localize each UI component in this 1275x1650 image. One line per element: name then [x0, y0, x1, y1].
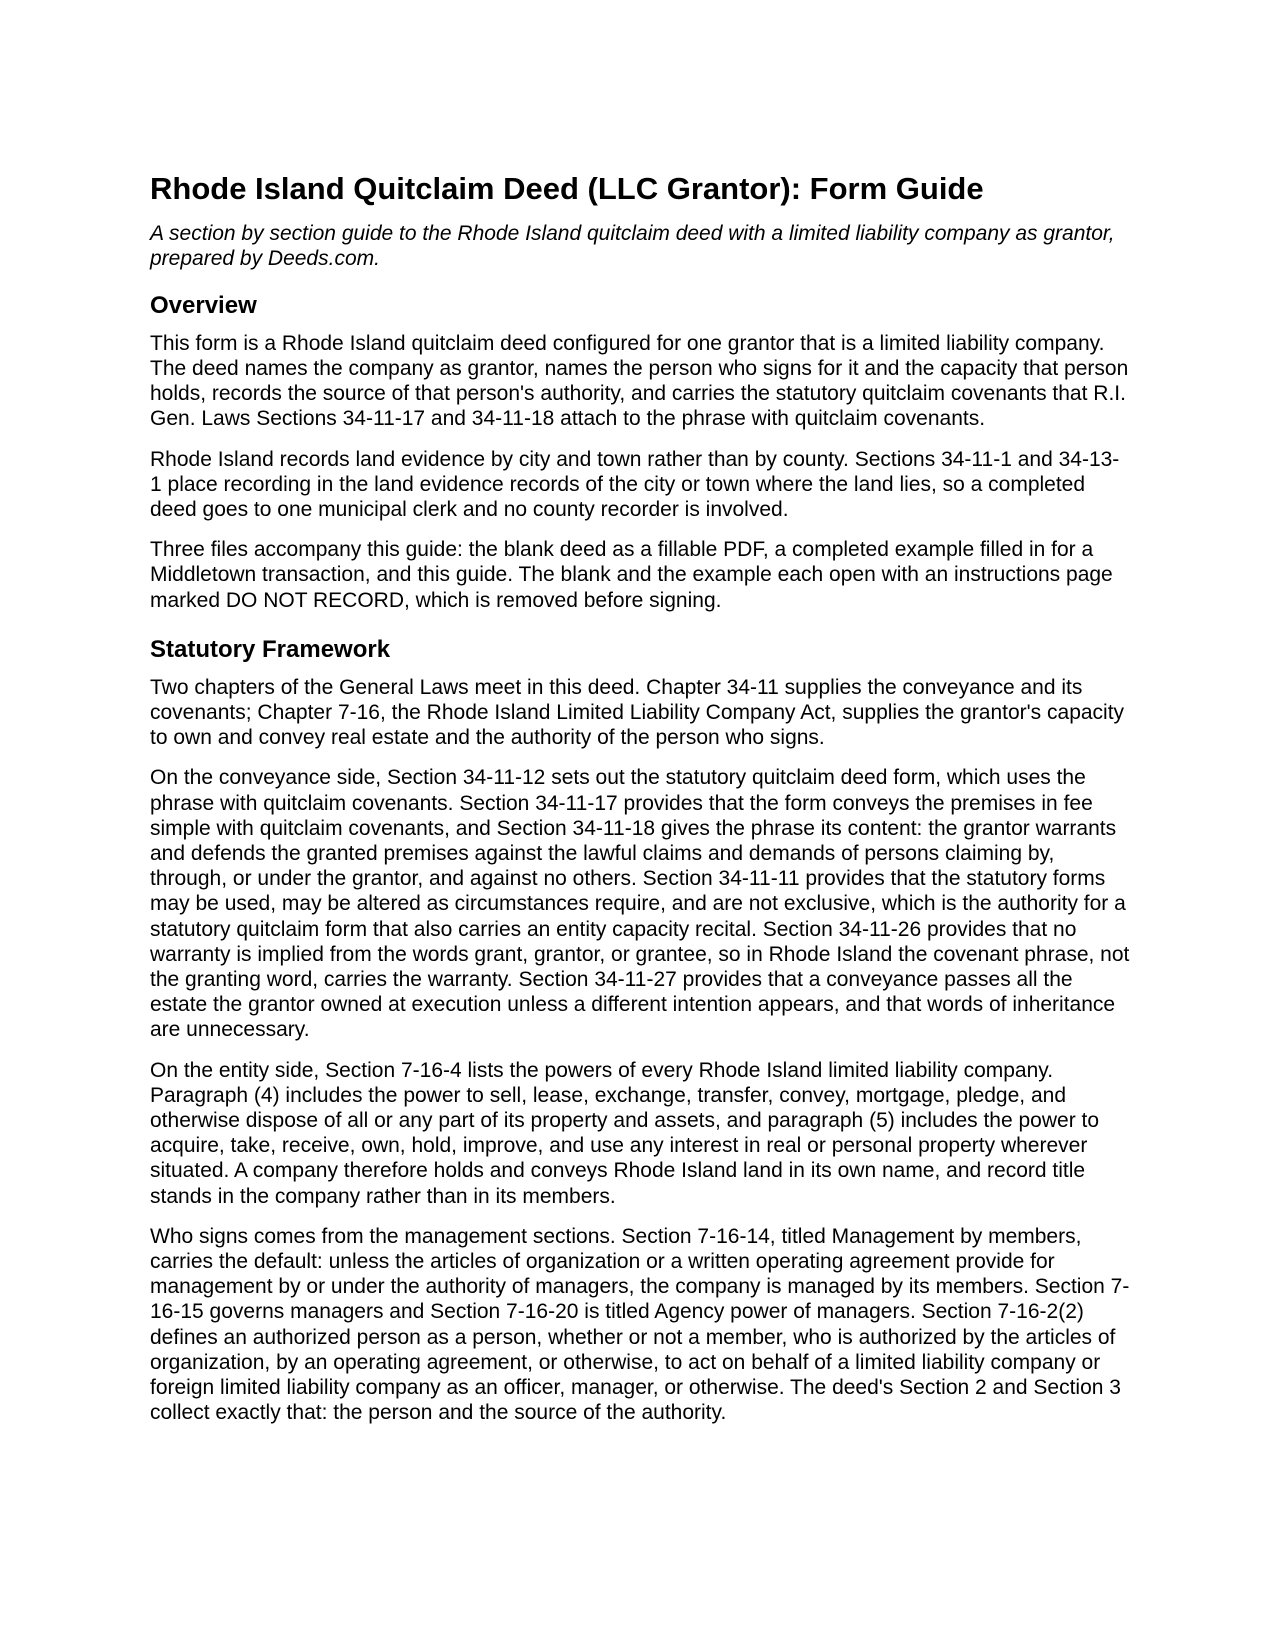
document-page: [150, 170, 1130, 1440]
document-title: Rhode Island Quitclaim Deed (LLC Grantor): Form Guide: [150, 171, 984, 206]
paragraph: Two chapters of the General Laws meet in this deed. Chapter 34-11 supplies the conveyance and its covenants; Chapter 7-16, the Rhode Island Limited Liability Company Act, supplies the grantor's capacity to own and convey real estate and the authority of the person who signs.: [150, 675, 1125, 750]
paragraph: On the conveyance side, Section 34-11-12 sets out the statutory quitclaim deed form, which uses the phrase with quitclaim covenants. Section 34-11-17 provides that the form conveys the premises in fee simple with quitclaim covenants, and Section 34-11-18 gives the phrase its content: the grantor warrants and defends the granted premises against the lawful claims and demands of persons claiming by, through, or under the grantor, and against no others. Section 34-11-11 provides that the statutory forms may be used, may be altered as circumstances require, and are not exclusive, which is the authority for a statutory quitclaim form that also carries an entity capacity recital. Section 34-11-26 provides that no warranty is implied from the words grant, grantor, or grantee, so in Rhode Island the covenant phrase, not the granting word, carries the warranty. Section 34-11-27 provides that a conveyance passes all the estate the grantor owned at execution unless a different intention appears, and that words of inheritance are unnecessary.: [150, 766, 1130, 1042]
section-overview: [150, 291, 1130, 613]
paragraph: Three files accompany this guide: the blank deed as a fillable PDF, a completed example filled in for a Middletown transaction, and this guide. The blank and the example each open with an instructions page marked DO NOT RECORD, which is removed before signing.: [150, 538, 1113, 612]
paragraph: Who signs comes from the management sections. Section 7-16-14, titled Management by members, carries the default: unless the articles of organization or a written operating agreement provide for management by or under the authority of managers, the company is managed by its members. Section 7-16-15 governs managers and Section 7-16-20 is titled Agency power of managers. Section 7-16-2(2) defines an authorized person as a person, whether or not a member, who is authorized by the articles of organization, by an operating agreement, or otherwise, to act on behalf of a limited liability company or foreign limited liability company as an officer, manager, or otherwise. The deed's Section 2 and Section 3 collect exactly that: the person and the source of the authority.: [150, 1224, 1130, 1425]
paragraph: On the entity side, Section 7-16-4 lists the powers of every Rhode Island limited liability company. Paragraph (4) includes the power to sell, lease, exchange, transfer, convey, mortgage, pledge, and otherwise dispose of all or any part of its property and assets, and paragraph (5) includes the power to acquire, take, receive, own, hold, improve, and use any interest in real or personal property wherever situated. A company therefore holds and conveys Rhode Island land in its own name, and record title stands in the company rather than in its members.: [150, 1058, 1100, 1208]
section-heading: Overview: [150, 291, 257, 319]
paragraph: This form is a Rhode Island quitclaim deed configured for one grantor that is a limited liability company. The deed names the company as grantor, names the person who signs for it and the capacity that person holds, records the source of that person's authority, and carries the statutory quitclaim covenants that R.I. Gen. Laws Sections 34-11-17 and 34-11-18 attach to the phrase with quitclaim covenants.: [150, 331, 1129, 431]
paragraph: Rhode Island records land evidence by city and town rather than by county. Sections 34-11-1 and 34-13-1 place recording in the land evidence records of the city or town where the land lies, so a completed deed goes to one municipal clerk and no county recorder is involved.: [150, 447, 1120, 521]
section-heading: Statutory Framework: [150, 635, 391, 663]
document-subtitle: A section by section guide to the Rhode Island quitclaim deed with a limited liability company as grantor, prepared by Deeds.com.: [150, 221, 1115, 270]
section-statutory-framework: [150, 635, 1130, 1426]
